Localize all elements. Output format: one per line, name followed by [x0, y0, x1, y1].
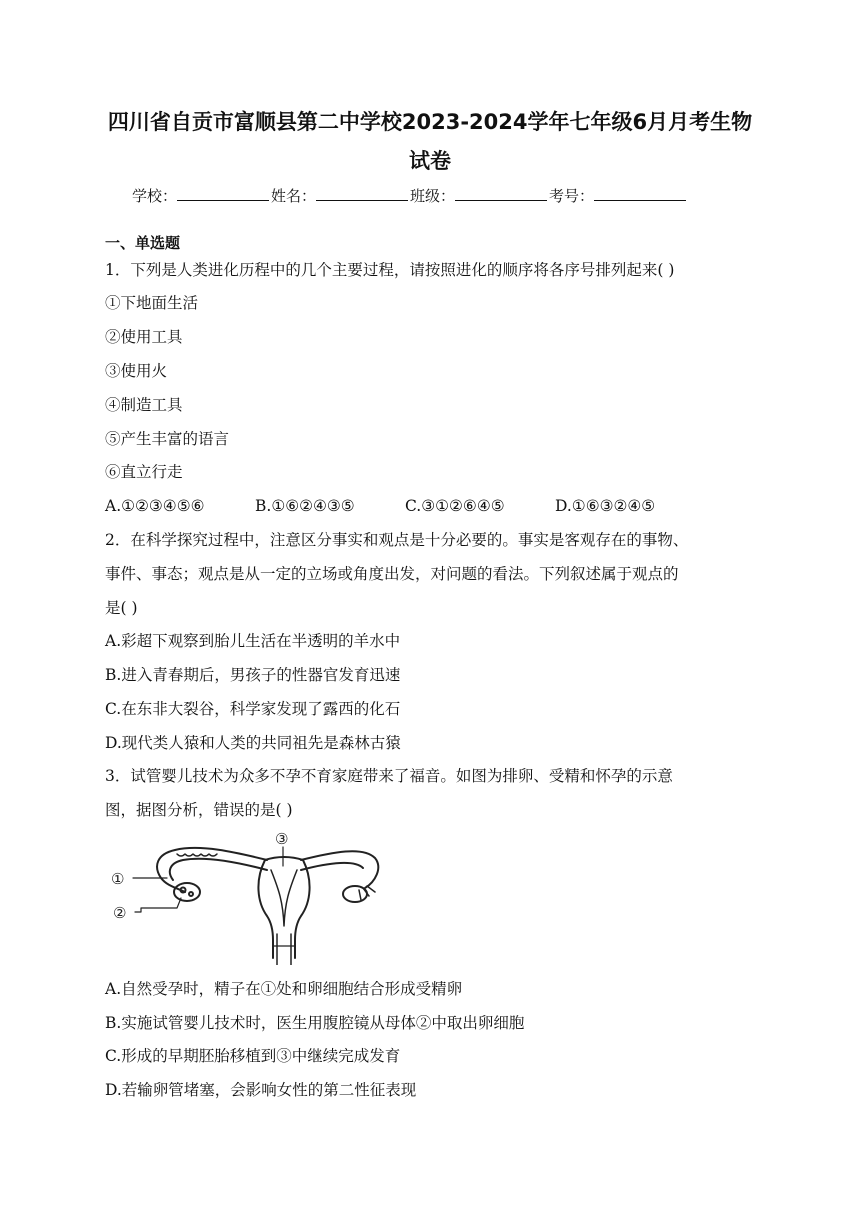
q2-stem-line: 事件、事态；观点是从一定的立场或角度出发，对问题的看法。下列叙述属于观点的 [105, 565, 679, 583]
school-label: 学校： [132, 187, 178, 205]
q1-item: ①下地面生活 [105, 294, 199, 312]
figure-label-2: ② [113, 904, 127, 922]
q2-stem-line: 2．在科学探究过程中，注意区分事实和观点是十分必要的。事实是客观存在的事物、 [105, 531, 689, 549]
section-title: 一、单选题 [105, 234, 181, 252]
right-fallopian-tube [301, 851, 378, 888]
left-fallopian-tube [157, 848, 267, 892]
uterine-cavity [271, 870, 297, 926]
q1-option-b: B.①⑥②④③⑤ [255, 497, 355, 515]
q1-item: ⑤产生丰富的语言 [105, 430, 230, 448]
q3-option-d: D.若输卵管堵塞，会影响女性的第二性征表现 [105, 1081, 417, 1099]
figure-label-1: ① [111, 870, 125, 888]
id-blank [594, 184, 686, 201]
uterus-right-wall [295, 860, 310, 958]
q1-option-a: A.①②③④⑤⑥ [105, 497, 205, 515]
q3-stem-line: 图，据图分析，错误的是( ) [105, 801, 293, 819]
school-blank [177, 184, 269, 201]
class-blank [455, 184, 547, 201]
q1-item: ③使用火 [105, 362, 168, 380]
q1-item: ④制造工具 [105, 396, 183, 414]
left-ovary [174, 883, 200, 901]
student-info-row [132, 184, 688, 208]
uterus-diagram [105, 830, 395, 965]
name-label: 姓名： [271, 187, 317, 205]
q2-option-b: B.进入青春期后，男孩子的性器官发育迅速 [105, 666, 401, 684]
q1-option-c: C.③①②⑥④⑤ [405, 497, 505, 515]
right-ovary [343, 886, 367, 902]
q2-stem-line: 是( ) [105, 599, 138, 617]
q1-options [105, 495, 655, 517]
figure-label-3: ③ [275, 830, 289, 848]
exam-title-line2: 试卷 [409, 149, 451, 173]
class-label: 班级： [410, 187, 456, 205]
q1-stem: 1．下列是人类进化历程中的几个主要过程，请按照进化的顺序将各序号排列起来( ) [105, 261, 675, 279]
q3-option-b: B.实施试管婴儿技术时，医生用腹腔镜从母体②中取出卵细胞 [105, 1014, 525, 1032]
q3-option-c: C.形成的早期胚胎移植到③中继续完成发育 [105, 1047, 401, 1065]
q1-item: ⑥直立行走 [105, 463, 183, 481]
q1-item: ②使用工具 [105, 328, 183, 346]
q2-option-d: D.现代类人猿和人类的共同祖先是森林古猿 [105, 734, 401, 752]
q2-option-a: A.彩超下观察到胎儿生活在半透明的羊水中 [105, 632, 401, 650]
q2-option-c: C.在东非大裂谷，科学家发现了露西的化石 [105, 700, 401, 718]
q3-stem-line: 3．试管婴儿技术为众多不孕不育家庭带来了福音。如图为排卵、受精和怀孕的示意 [105, 767, 673, 785]
q1-option-d: D.①⑥③②④⑤ [555, 497, 656, 515]
exam-title-line1: 四川省自贡市富顺县第二中学校2023-2024学年七年级6月月考生物 [107, 110, 753, 134]
q3-option-a: A.自然受孕时，精子在①处和卵细胞结合形成受精卵 [105, 980, 463, 998]
uterus-left-wall [258, 860, 273, 958]
leader-line-2 [135, 898, 181, 912]
id-label: 考号： [549, 187, 595, 205]
name-blank [316, 184, 408, 201]
